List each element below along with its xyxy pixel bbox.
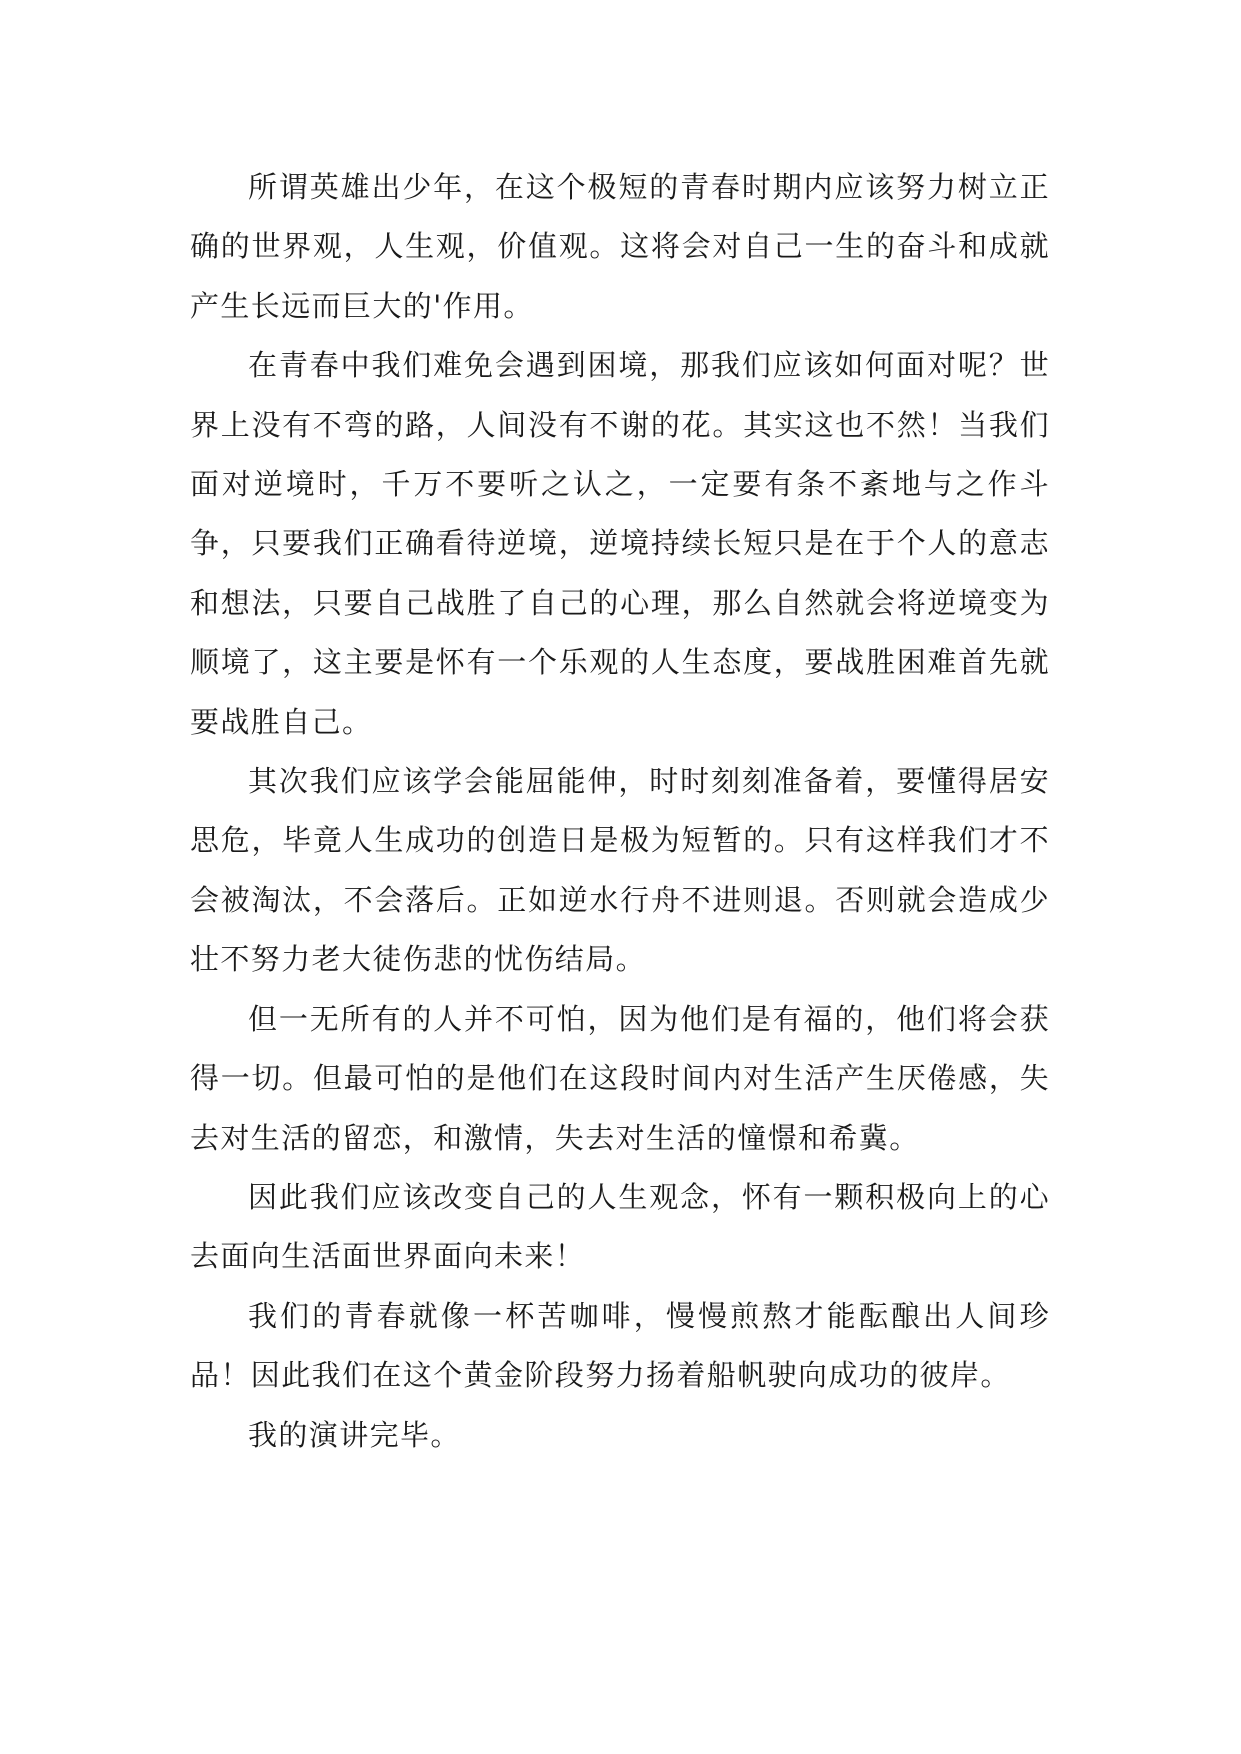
document-body — [190, 158, 1050, 1465]
paragraph-7: 我的演讲完毕。 — [248, 1417, 461, 1452]
paragraph-4: 但一无所有的人并不可怕，因为他们是有福的，他们将会获得一切。但最可怕的是他们在这段时间内对生活产生厌倦感，失去对生活的留恋，和激情，失去对生活的憧憬和希冀。 — [190, 1001, 1050, 1155]
paragraph-6: 我们的青春就像一杯苦咖啡，慢慢煎熬才能酝酿出人间珍品！因此我们在这个黄金阶段努力扬着船帆驶向成功的彼岸。 — [190, 1298, 1050, 1393]
paragraph-5: 因此我们应该改变自己的人生观念，怀有一颗积极向上的心去面向生活面世界面向未来！ — [190, 1179, 1050, 1274]
paragraph-2: 在青春中我们难免会遇到困境，那我们应该如何面对呢？世界上没有不弯的路，人间没有不谢的花。其实这也不然！当我们面对逆境时，千万不要听之认之，一定要有条不紊地与之作斗争，只要我们正确看待逆境，逆境持续长短只是在于个人的意志和想法，只要自己战胜了自己的心理，那么自然就会将逆境变为顺境了，这主要是怀有一个乐观的人生态度，要战胜困难首先就要战胜自己。 — [190, 348, 1050, 739]
paragraph-1: 所谓英雄出少年，在这个极短的青春时期内应该努力树立正确的世界观，人生观，价值观。这将会对自己一生的奋斗和成就产生长远而巨大的'作用。 — [190, 170, 1050, 323]
paragraph-3: 其次我们应该学会能屈能伸，时时刻刻准备着，要懂得居安思危，毕竟人生成功的创造日是极为短暂的。只有这样我们才不会被淘汰，不会落后。正如逆水行舟不进则退。否则就会造成少壮不努力老大徒伤悲的忧伤结局。 — [190, 764, 1050, 977]
